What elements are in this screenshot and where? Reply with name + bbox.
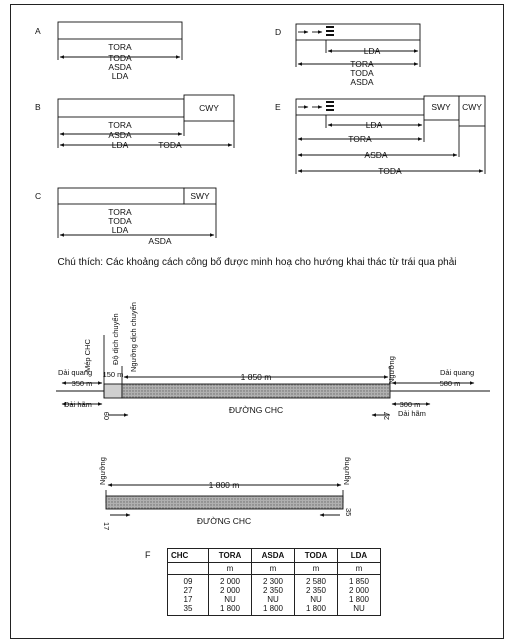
table-header: CHC: [168, 549, 209, 563]
table-cell: 1 850: [348, 577, 370, 586]
runway-displaced-section: [104, 384, 122, 398]
table-cell: 2 350: [262, 586, 284, 595]
label-580: 580 m: [439, 379, 461, 388]
panel-e-letter: E: [275, 102, 281, 112]
panel-d-label: TORA: [350, 59, 374, 69]
panel-b-letter: B: [35, 102, 41, 112]
label-rw-35: 35: [344, 508, 353, 517]
label-nguong-dich-chuyen: Ngưỡng dịch chuyển: [129, 302, 138, 372]
table-cell: 1 800: [305, 604, 327, 613]
table-column-toda: [295, 575, 338, 616]
table-cell: 17: [183, 595, 193, 604]
table-cell: 2 580: [305, 577, 327, 586]
panel-e: [296, 96, 485, 174]
table-header: ASDA: [252, 549, 295, 563]
panel-e-toda: TODA: [378, 166, 402, 176]
panel-a-label: LDA: [111, 71, 129, 81]
label-nguong-35: Ngưỡng: [342, 457, 351, 485]
label-mep-chc: Mép CHC: [83, 339, 92, 372]
table-cell: 2 000: [219, 586, 241, 595]
label-dai-quang-right: Dải quang: [440, 368, 475, 377]
table-unit-row: [168, 563, 381, 575]
table-unit-cell: m: [338, 563, 381, 575]
label-duong-chc-1: ĐƯỜNG CHC: [228, 405, 284, 415]
label-dai-ham-right: Dải hãm: [398, 409, 426, 418]
panel-b-toda: TODA: [158, 140, 182, 150]
table-cell: 1 800: [348, 595, 370, 604]
table-unit-cell: m: [209, 563, 252, 575]
panel-b-runway: [58, 99, 184, 117]
panel-d-lda: LDA: [363, 46, 381, 56]
table-unit-cell: [168, 563, 209, 575]
declared-distances-table: [167, 548, 381, 616]
table-cell: 2 000: [348, 586, 370, 595]
panel-c-label: TORA: [108, 207, 132, 217]
table-cell: 09: [183, 577, 193, 586]
table-cell: 1 800: [262, 604, 284, 613]
table-cell: 35: [183, 604, 193, 613]
table-unit-cell: m: [295, 563, 338, 575]
panel-b-label: LDA: [111, 140, 129, 150]
label-rw-09: 09: [102, 411, 111, 420]
table-header: TODA: [295, 549, 338, 563]
panel-a-letter: A: [35, 26, 41, 36]
table-cell: 27: [183, 586, 193, 595]
runway-pavement: [122, 384, 390, 398]
table-header-row: [168, 549, 381, 563]
caption: Chú thích: Các khoảng cách công bố được minh hoạ cho hướng khai thác từ trái qua phải: [57, 257, 457, 268]
panel-c-asda: ASDA: [148, 236, 172, 246]
panel-b-label: ASDA: [108, 130, 132, 140]
panel-e-cwy: CWY: [462, 102, 482, 112]
table-header: TORA: [209, 549, 252, 563]
panel-e-asda: ASDA: [364, 150, 388, 160]
panel-e-tora: TORA: [348, 134, 372, 144]
table-letter: F: [145, 550, 151, 560]
panel-c-swy: SWY: [190, 191, 210, 201]
table-cell: NU: [310, 595, 322, 604]
panel-e-swy: SWY: [431, 102, 451, 112]
table-header: LDA: [338, 549, 381, 563]
table-cell: NU: [224, 595, 236, 604]
label-do-dich-chuyen: Độ dịch chuyển: [111, 313, 120, 365]
table-cell: 2 300: [262, 577, 284, 586]
label-300: 300 m: [399, 400, 421, 409]
panel-c-letter: C: [35, 191, 42, 201]
panel-b-label: TORA: [108, 120, 132, 130]
panel-a-label: ASDA: [108, 62, 132, 72]
label-dai-ham-left: Dải hãm: [64, 400, 92, 409]
label-nguong-right: Ngưỡng: [387, 356, 396, 384]
table-column-tora: [209, 575, 252, 616]
label-1800: 1 800 m: [208, 480, 240, 490]
panel-e-lda: LDA: [365, 120, 383, 130]
label-150: 150 m: [102, 370, 124, 379]
panel-d-label: TODA: [350, 68, 374, 78]
table-cell: 2 000: [219, 577, 241, 586]
panel-c-label: TODA: [108, 216, 132, 226]
table-values-row: [168, 575, 381, 616]
panel-c-runway: [58, 188, 184, 204]
panel-b-cwy: CWY: [199, 103, 219, 113]
label-dai-quang-left: Dải quang: [58, 368, 93, 377]
table-cell: NU: [353, 604, 365, 613]
table-column-lda: [338, 575, 381, 616]
table-unit-cell: m: [252, 563, 295, 575]
table-column-chc: [168, 575, 209, 616]
panel-c-label: LDA: [111, 225, 129, 235]
label-rw-27: 27: [382, 411, 391, 420]
table-cell: NU: [267, 595, 279, 604]
panel-a-label: TODA: [108, 53, 132, 63]
panel-a-runway: [58, 22, 182, 39]
table-column-asda: [252, 575, 295, 616]
label-rw-17: 17: [102, 522, 111, 531]
table-cell: 1 800: [219, 604, 241, 613]
label-duong-chc-2: ĐƯỜNG CHC: [196, 516, 252, 526]
label-350: 350 m: [71, 379, 93, 388]
label-1850: 1 850 m: [240, 372, 272, 382]
runway2-pavement: [106, 496, 343, 509]
label-nguong-17: Ngưỡng: [98, 457, 107, 485]
panel-a-label: TORA: [108, 42, 132, 52]
table-cell: 2 350: [305, 586, 327, 595]
panel-d-label: ASDA: [350, 77, 374, 87]
panel-d-letter: D: [275, 27, 282, 37]
